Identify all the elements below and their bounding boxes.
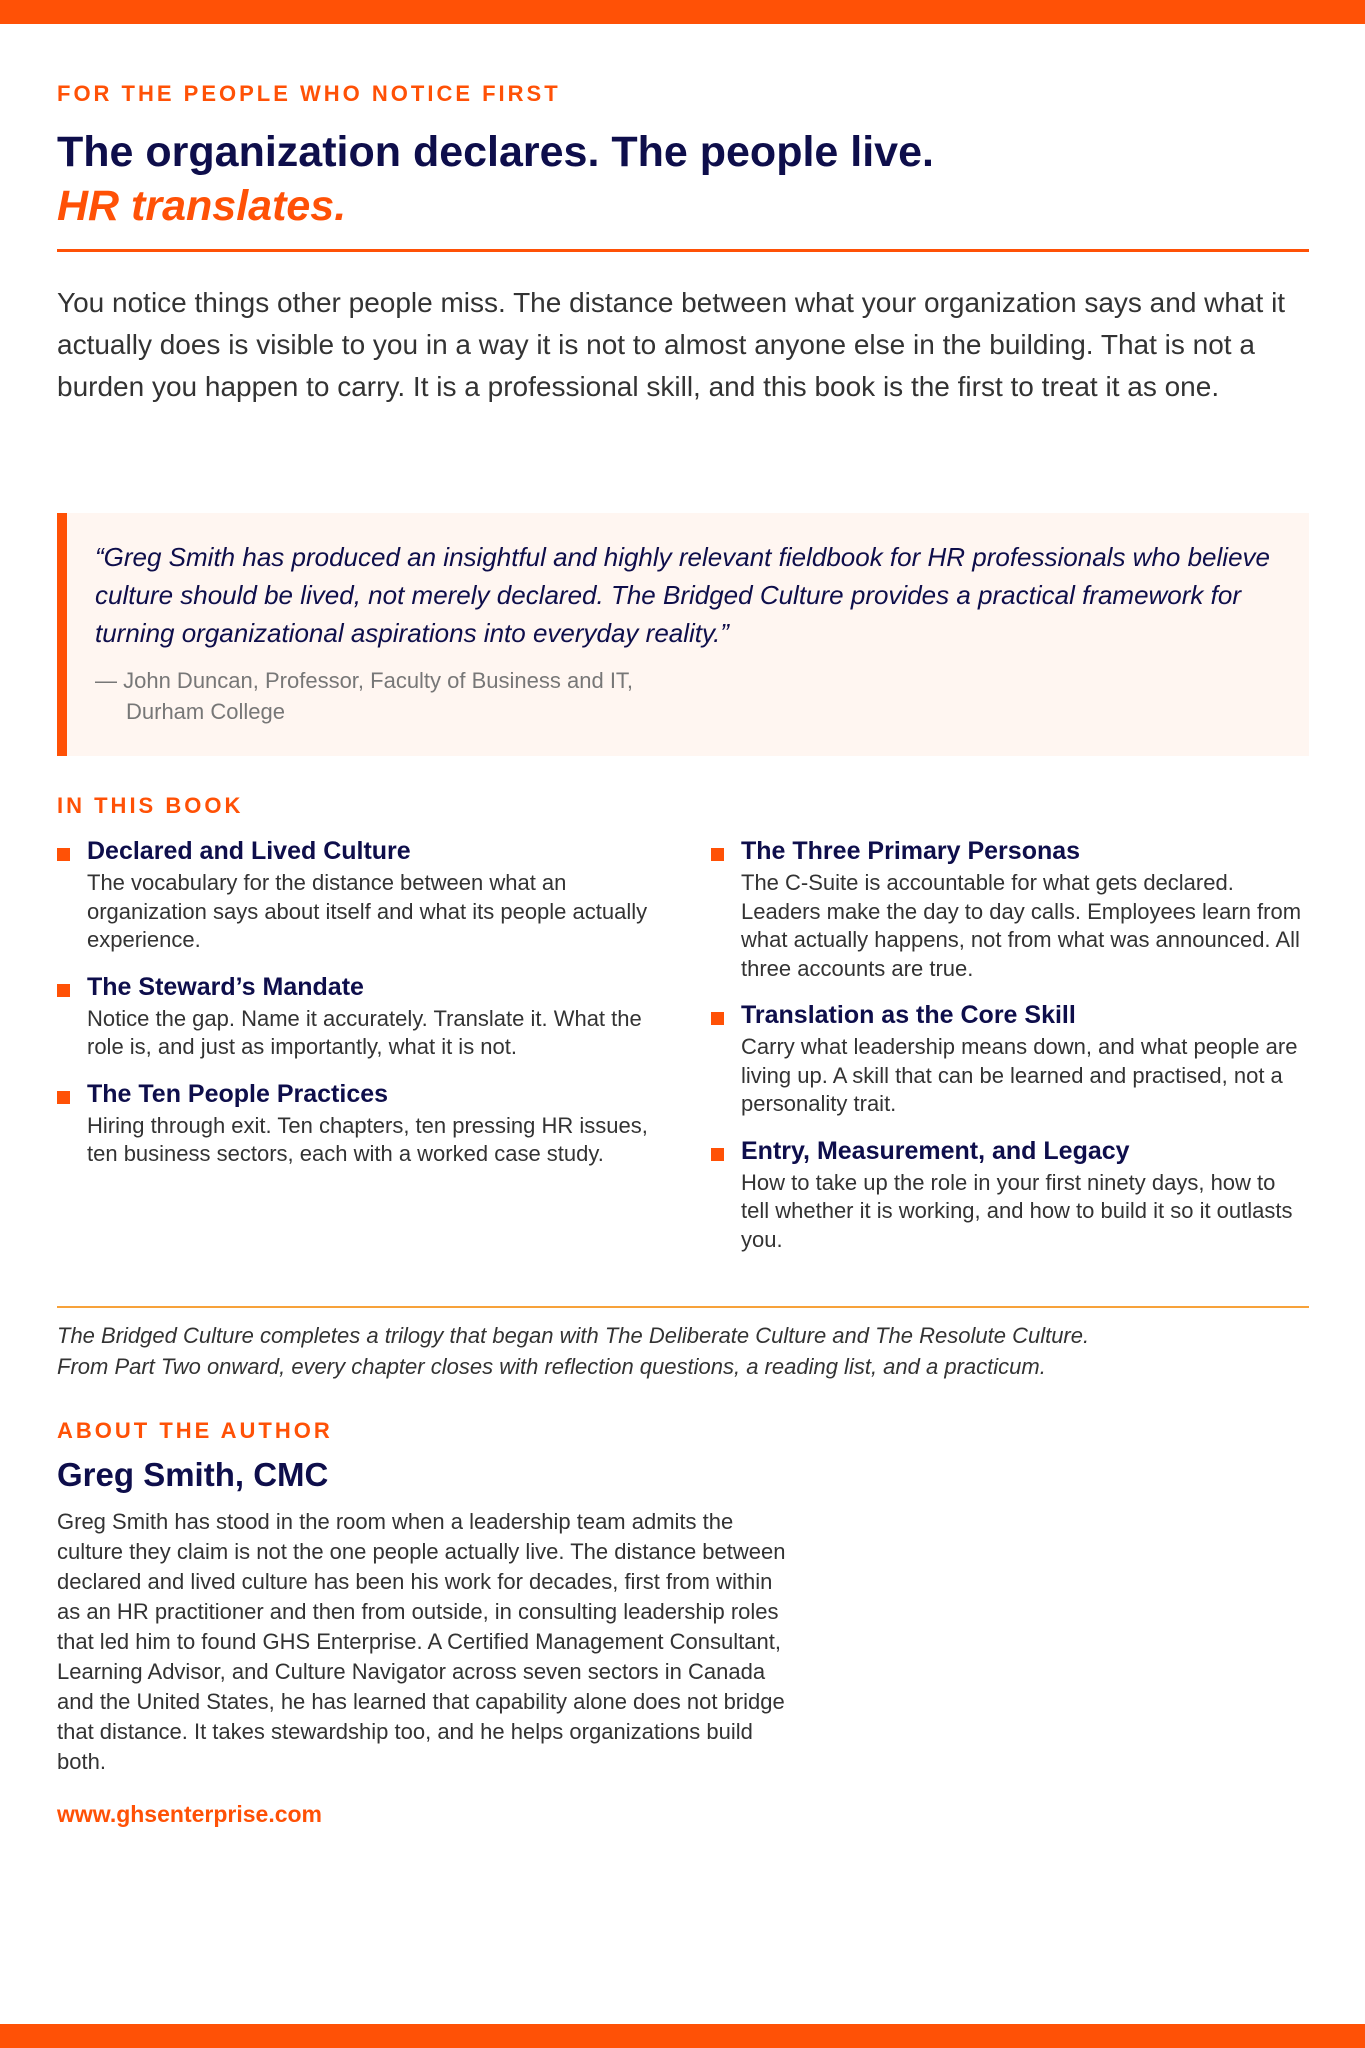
feature-item (711, 836, 1309, 983)
headline-line-1: The organization declares. The people live. (57, 128, 934, 176)
bottom-accent-bar (0, 2024, 1365, 2048)
top-accent-bar (0, 0, 1365, 24)
headline-divider (57, 249, 1309, 252)
author-bio: Greg Smith has stood in the room when a leadership team admits the culture they claim is not the one people actually live. The distance between declared and lived culture has been his work for decades, first from within as an HR practitioner and then from outside, in consulting leadership roles that led him to found GHS Enterprise. A Certified Management Consultant, Learning Advisor, and Culture Navigator across seven sectors in Canada and the United States, he has learned that capability alone does not bridge that distance. It takes stewardship too, and he helps organizations build both. (57, 1509, 786, 1774)
feature-title: Translation as the Core Skill (741, 1001, 1076, 1029)
website-link[interactable]: www.ghsenterprise.com (57, 1801, 322, 1827)
square-bullet-icon (57, 1091, 70, 1104)
attribution-line-1: — John Duncan, Professor, Faculty of Business and IT, (95, 668, 634, 693)
feature-item (711, 1000, 1309, 1119)
testimonial-attribution (95, 665, 1279, 727)
features-left-column (57, 836, 657, 1186)
features-right-column (711, 836, 1309, 1271)
feature-description: The vocabulary for the distance between what an organization says about itself and what its people actually experience. (87, 870, 648, 952)
feature-description: How to take up the role in your first ninety days, how to tell whether it is working, and how to build it so it outlasts you. (741, 1169, 1293, 1252)
feature-description: The C-Suite is accountable for what gets declared. Leaders make the day to day calls. Employees learn from what actually happens, not from what was announced. All three accounts are true. (741, 870, 1302, 981)
trilogy-divider (57, 1306, 1309, 1308)
square-bullet-icon (57, 984, 70, 997)
feature-title: The Three Primary Personas (741, 837, 1081, 865)
attribution-line-2: Durham College (126, 699, 285, 724)
feature-title: Entry, Measurement, and Legacy (741, 1136, 1130, 1165)
in-this-book-heading: IN THIS BOOK (57, 793, 244, 818)
feature-title: Declared and Lived Culture (87, 837, 411, 865)
feature-title: The Ten People Practices (87, 1079, 389, 1108)
trilogy-line-2: From Part Two onward, every chapter closes with reflection questions, a reading list, and a practicum. (57, 1354, 1046, 1379)
trilogy-line-1: The Bridged Culture completes a trilogy that began with The Deliberate Culture and The Resolute Culture. (57, 1323, 1090, 1348)
feature-item (57, 972, 657, 1062)
feature-title: The Steward’s Mandate (87, 972, 364, 1001)
feature-description: Hiring through exit. Ten chapters, ten pressing HR issues, ten business sectors, each with a worked case study. (87, 1112, 648, 1166)
eyebrow-label: FOR THE PEOPLE WHO NOTICE FIRST (57, 81, 561, 106)
feature-item (57, 1079, 657, 1169)
feature-description: Carry what leadership means down, and what people are living up. A skill that can be learned and practised, not a personality trait. (741, 1034, 1298, 1116)
author-name: Greg Smith, CMC (57, 1456, 329, 1493)
testimonial-box (57, 513, 1309, 756)
feature-description: Notice the gap. Name it accurately. Translate it. What the role is, and just as importantly, what it is not. (87, 1005, 642, 1059)
intro-paragraph: You notice things other people miss. The distance between what your organization says and what it actually does is visible to you in a way it is not to almost anyone else in the building. That is not a burden you happen to carry. It is a professional skill, and this book is the first to treat it as one. (57, 287, 1286, 402)
feature-item (57, 836, 657, 955)
square-bullet-icon (711, 1012, 724, 1025)
square-bullet-icon (57, 848, 70, 861)
square-bullet-icon (711, 848, 724, 861)
square-bullet-icon (711, 1148, 724, 1161)
trilogy-note (57, 1320, 1309, 1382)
testimonial-quote: “Greg Smith has produced an insightful and highly relevant fieldbook for HR professionals who believe culture should be lived, not merely declared. The Bridged Culture provides a practical framework for turning organizational aspirations into everyday reality.” (95, 542, 1270, 648)
about-author-heading: ABOUT THE AUTHOR (57, 1418, 333, 1443)
page-headline (57, 125, 934, 233)
headline-line-2: HR translates. (57, 182, 347, 230)
feature-item (711, 1136, 1309, 1255)
